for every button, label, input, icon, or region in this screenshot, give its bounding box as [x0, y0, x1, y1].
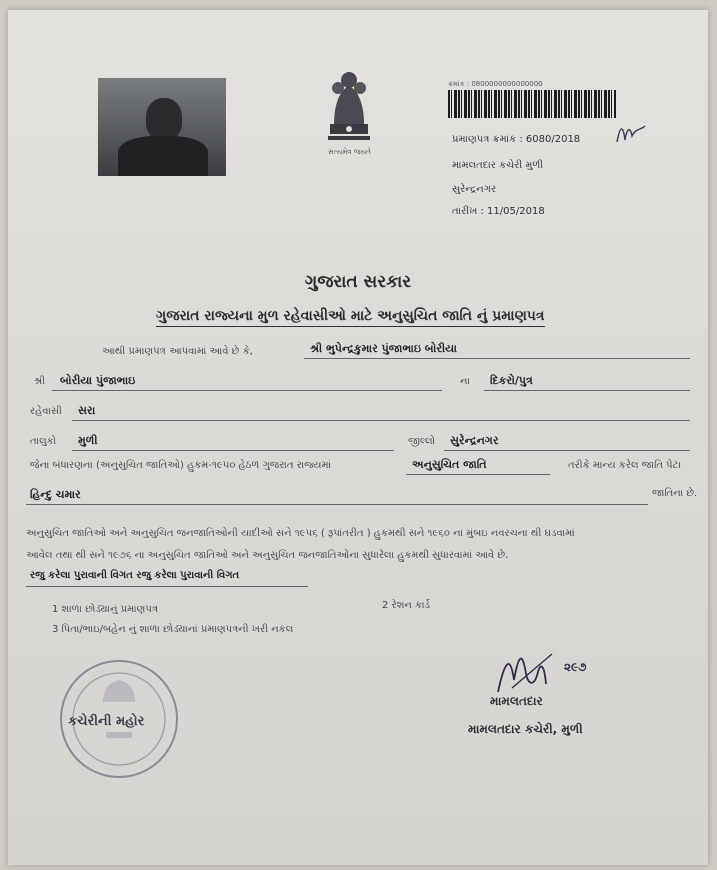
district-underline — [444, 450, 690, 451]
initial-signature-icon — [614, 120, 648, 146]
father-underline — [52, 390, 442, 391]
issuing-office: મામલતદાર કચેરી મુળી — [452, 160, 544, 171]
relation-underline — [484, 390, 690, 391]
order-text: જેના બંધારણના (અનુસુચિત જાતિઓ) હુકમ-૧૯૫૦ હેઠળ ગુજરાત રાજ્યમાં — [30, 460, 331, 471]
evidence-item-2: 2 રેશન કાર્ડ — [382, 600, 431, 611]
caste-name: હિન્દુ ચમાર — [30, 488, 81, 501]
issue-date: તારીખ : 11/05/2018 — [452, 206, 545, 217]
photo-body — [118, 136, 208, 176]
signatory-office: મામલતદાર કચેરી, મુળી — [468, 722, 583, 736]
legal-paragraph-line-1: અનુસુચિત જાતિઓ અને અનુસુચિત જનજાતિઓની યાદીઓ સને ૧૯૫૬ ( રૂપાંતરીત ) હુકમથી સને ૧૯૬૦ ના મુંબઇ નવરચના થી ઘડવામાં — [26, 528, 575, 539]
applicant-name: શ્રી ભુપેન્દ્રકુમાર પુંજાભાઇ બોરીયા — [310, 342, 457, 355]
district-label: જીલ્લો — [408, 436, 436, 447]
evidence-item-1: 1 શાળા છોડ્યાનું પ્રમાણપત્ર — [52, 604, 158, 615]
seal-text: કચેરીની મહોર — [68, 714, 145, 729]
caste-underline — [26, 504, 648, 505]
residence: સરા — [78, 404, 96, 417]
residence-underline — [72, 420, 690, 421]
certificate-title: ગુજરાત રાજ્યના મુળ રહેવાસીઓ માટે અનુસુચિત જાતિ નું પ્રમાણપત્ર — [156, 308, 545, 327]
signatory-title: મામલતદાર — [490, 694, 543, 708]
district: સુરેન્દ્રનગર — [450, 434, 499, 447]
signature-mark: ૨૯૭ — [564, 660, 587, 674]
emblem-caption: સત્યમેવ જયતે — [328, 148, 371, 156]
issuing-district: સુરેન્દ્રનગર — [452, 184, 497, 195]
evidence-heading: રજુ કરેલા પુરાવાની વિગત રજુ કરેલા પુરાવાની વિગત — [30, 570, 240, 581]
certificate-page — [8, 10, 708, 865]
relation: દિકરો/પુત્ર — [490, 374, 533, 387]
category-underline — [406, 474, 550, 475]
evidence-heading-underline — [26, 586, 308, 587]
legal-paragraph-line-2: આવેલ તથા થી સને ૧૯૭૬ ના અનુસુચિત જાતિઓ અને અનુસુચિત જનજાતિઓના સુધારેલા હુકમથી સુધારવામાં આવે છે. — [26, 550, 509, 561]
caste-category: અનુસુચિત જાતિ — [412, 458, 487, 471]
national-emblem-icon — [324, 68, 374, 144]
shri-label: શ્રી — [34, 376, 46, 387]
barcode — [448, 90, 616, 118]
na-label: ના — [460, 376, 470, 387]
father-name: બોરીયા પુંજાભાઇ — [60, 374, 136, 387]
taluka: મુળી — [78, 434, 98, 447]
taluka-underline — [72, 450, 394, 451]
name-underline — [304, 358, 690, 359]
evidence-item-3: 3 પિતા/ભાઇ/બહેન નું શાળા છોડ્યાનાં પ્રમાણપત્રની ખરી નકલ — [52, 624, 294, 635]
recognized-text: તરીકે માન્ય કરેલ જાતિ પેટા — [568, 460, 681, 471]
residence-label: રહેવાસી — [30, 406, 62, 417]
taluka-label: તાલુકો — [30, 436, 57, 447]
intro-label: આથી પ્રમાણપત્ર આપવામાં આવે છે કે, — [102, 346, 253, 357]
government-title: ગુજરાત સરકાર — [304, 272, 412, 292]
caste-suffix: જાતિના છે. — [652, 488, 698, 499]
certificate-number: પ્રમાણપત્ર ક્રમાંક : 6080/2018 — [452, 134, 581, 145]
photo-head — [146, 98, 182, 140]
applicant-photo — [98, 78, 226, 176]
barcode-label: ક્રમાંક : 0800000000000000 — [448, 80, 543, 88]
